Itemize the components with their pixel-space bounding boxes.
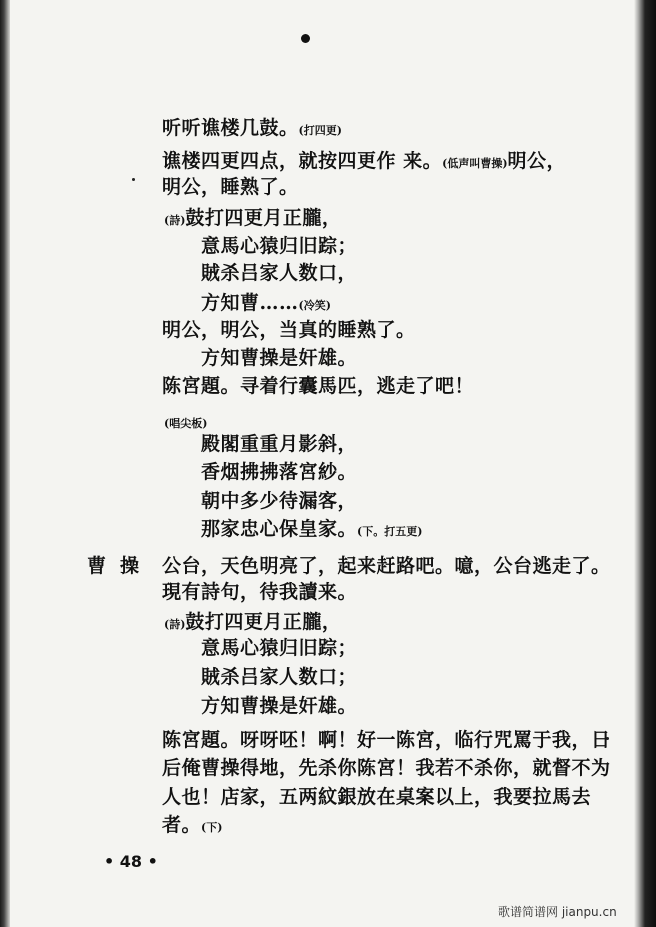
- line-text: 陈宮題。寻着行囊馬匹，逃走了吧！: [162, 375, 475, 397]
- stage-direction: (唱尖板): [164, 417, 208, 430]
- line-text: 者。: [162, 814, 202, 836]
- stage-direction: (打四更): [298, 124, 342, 137]
- site-watermark: 歌谱简谱网 jianpu.cn: [498, 905, 617, 919]
- stray-ink-mark: [132, 178, 135, 181]
- scan-edge-right: [634, 0, 656, 927]
- script-line-12: [162, 813, 222, 840]
- stage-direction: (下。打五更): [357, 525, 423, 538]
- line-text: 朝中多少待漏客，: [201, 490, 358, 512]
- poem2-line-4: [201, 694, 357, 718]
- line-text: 公台，天色明亮了，起来赶路吧。噫，公台逃走了。: [162, 555, 611, 577]
- script-line-10: [162, 756, 611, 780]
- script-line-4: [162, 318, 416, 342]
- page-number: • 48 •: [104, 852, 158, 871]
- script-line-6: [162, 374, 474, 398]
- line-text: 人也！店家，五两紋銀放在桌案以上，我要拉馬去: [162, 786, 592, 808]
- line-text: 意馬心猿归旧踪；: [201, 637, 358, 659]
- line-text: 現有詩句，待我讀来。: [162, 581, 358, 603]
- script-line-3: [162, 175, 299, 199]
- line-text: 谯楼四更四点，就按四更作 来。: [162, 150, 443, 172]
- scan-edge-left: [0, 0, 10, 927]
- poem2-line-1: [164, 610, 341, 637]
- poem-line-1: [164, 206, 341, 233]
- aria-line-2: [201, 460, 357, 484]
- line-text: 方知曹操是奸雄。: [201, 347, 358, 369]
- poem-line-4: [201, 291, 331, 318]
- speaker-name: 曹操: [87, 555, 154, 577]
- poem2-line-3: [201, 665, 357, 689]
- poem-line-3: [201, 261, 357, 285]
- line-text: 明公，明公，当真的睡熟了。: [162, 319, 416, 341]
- line-text: 鼓打四更月正朧，: [185, 207, 342, 229]
- line-text-tail: 明公，: [507, 150, 567, 172]
- line-text: 陈宮題。呀呀呸！啊！好一陈宮，临行咒罵于我，日: [162, 729, 611, 751]
- poem2-line-2: [201, 636, 357, 660]
- line-text: 賊杀吕家人数口，: [201, 262, 358, 284]
- line-text: 方知曹……: [201, 292, 299, 314]
- line-text: 殿閣重重月影斜，: [201, 433, 358, 455]
- line-text: 听听谯楼几鼓。: [162, 117, 299, 139]
- stage-direction: (下): [201, 821, 223, 834]
- line-text: 意馬心猿归旧踪；: [201, 235, 358, 257]
- script-line-1: [162, 116, 342, 143]
- stage-direction: (冷笑): [298, 299, 331, 312]
- script-line-7: [162, 554, 611, 578]
- aria-line-4: [201, 517, 422, 544]
- top-dot-mark: [301, 34, 310, 43]
- aria-line-1: [201, 432, 357, 456]
- poem-marker: (詩): [164, 618, 186, 631]
- script-line-11: [162, 785, 591, 809]
- script-line-5: [201, 346, 357, 370]
- line-text: 賊杀吕家人数口；: [201, 666, 358, 688]
- line-text: 鼓打四更月正朧，: [185, 611, 342, 633]
- script-line-9: [162, 728, 611, 752]
- line-text: 香烟拂拂落宮紗。: [201, 461, 358, 483]
- line-text: 后俺曹操得地，先杀你陈宮！我若不杀你，就督不为: [162, 757, 611, 779]
- poem-line-2: [201, 234, 357, 258]
- aria-line-3: [201, 489, 357, 513]
- stage-direction: (低声叫曹操): [442, 157, 508, 170]
- script-line-8: [162, 580, 357, 604]
- line-text: 明公，睡熟了。: [162, 176, 299, 198]
- poem-marker: (詩): [164, 214, 186, 227]
- line-text: 方知曹操是奸雄。: [201, 695, 358, 717]
- line-text: 那家忠心保皇家。: [201, 518, 358, 540]
- script-line-2: [162, 149, 566, 176]
